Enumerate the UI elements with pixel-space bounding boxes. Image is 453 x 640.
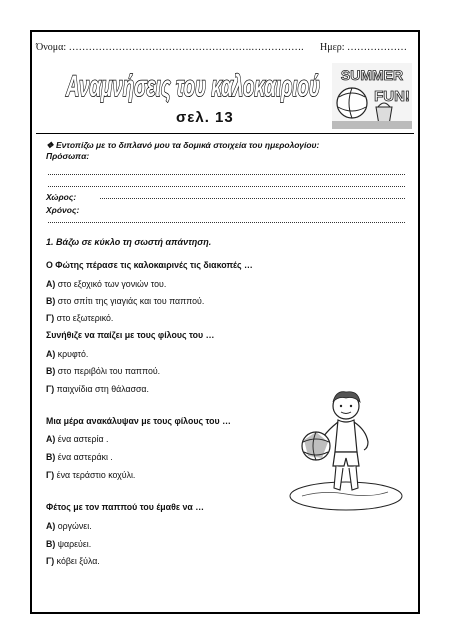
page-number: σελ. 13: [176, 109, 234, 126]
option-4a[interactable]: [46, 521, 92, 531]
svg-text:SUMMER: [341, 67, 403, 83]
title-banner: [36, 55, 414, 134]
place-answer-line[interactable]: [100, 198, 405, 199]
option-text: ψαρεύει.: [57, 539, 92, 549]
question-1: Ο Φώτης πέρασε τις καλοκαιρινές τις διακοπές …: [46, 260, 253, 270]
exercise-number: 1.: [46, 237, 54, 247]
option-text: κόβει ξύλα.: [56, 556, 100, 566]
option-letter: Β): [46, 452, 56, 462]
option-letter: Α): [46, 349, 56, 359]
option-text: στο σπίτι της γιαγιάς και του παππού.: [57, 296, 205, 306]
summer-fun-logo: [332, 63, 412, 129]
option-letter: Γ): [46, 313, 55, 323]
option-text: στο περιβόλι του παππού.: [57, 366, 161, 376]
logo-letter: N: [394, 88, 405, 105]
header-row: [36, 42, 414, 53]
question-3: Μια μέρα ανακάλυψαν με τους φίλους του …: [46, 416, 231, 426]
option-letter: Α): [46, 521, 56, 531]
option-text: παιχνίδια στη θάλασσα.: [56, 384, 149, 394]
persons-answer-line[interactable]: [48, 186, 405, 187]
logo-letter: U: [350, 67, 361, 83]
persons-answer-line[interactable]: [48, 174, 405, 175]
question-2: Συνήθιζε να παίζει με τους φίλους του …: [46, 330, 215, 340]
option-letter: Α): [46, 279, 56, 289]
logo-letter: U: [383, 88, 395, 105]
exercise-heading: [46, 237, 211, 247]
option-1b[interactable]: [46, 296, 204, 306]
logo-letter: E: [383, 67, 394, 83]
option-text: ένα αστεράκι .: [57, 452, 113, 462]
option-text: στο εξοχικό των γονιών του.: [57, 279, 167, 289]
instructions-text: [46, 140, 319, 151]
option-3a[interactable]: [46, 434, 108, 444]
logo-letter: F: [374, 88, 384, 105]
option-letter: Β): [46, 539, 56, 549]
option-text: ένα τεράστιο κοχύλι.: [56, 470, 136, 480]
option-1a[interactable]: [46, 279, 166, 289]
option-3b[interactable]: [46, 452, 113, 462]
option-text: οργώνει.: [57, 521, 92, 531]
svg-text:FUN!: [374, 88, 410, 105]
option-letter: Β): [46, 366, 56, 376]
option-text: ένα αστερία .: [57, 434, 109, 444]
option-4b[interactable]: [46, 539, 91, 549]
instructions-sentence: Εντοπίζω με το διπλανό μου τα δομικά στοιχεία του ημερολογίου:: [56, 140, 320, 150]
question-4: Φέτος με τον παππού του έμαθε να …: [46, 502, 205, 512]
option-text: στο εξωτερικό.: [56, 313, 114, 323]
option-letter: Β): [46, 296, 56, 306]
date-field-label: Ημερ: ………………: [320, 42, 408, 53]
time-answer-line[interactable]: [48, 222, 405, 223]
worksheet-title: [62, 64, 324, 106]
svg-text:Αναμνήσεις του καλοκαιριού: Αναμνήσεις του καλοκαιριού: [65, 70, 320, 103]
persons-label: Πρόσωπα:: [46, 151, 90, 161]
option-letter: Γ): [46, 470, 55, 480]
option-3c[interactable]: [46, 470, 135, 480]
bullet-icon: ❖: [46, 140, 54, 150]
place-label: Χώρος:: [46, 192, 77, 202]
option-letter: Α): [46, 434, 56, 444]
logo-letter: S: [340, 67, 351, 83]
option-2c[interactable]: [46, 384, 149, 394]
option-2a[interactable]: [46, 349, 88, 359]
logo-letter: M: [360, 67, 372, 83]
boy-with-ball-illustration: [284, 384, 406, 514]
logo-letter: R: [393, 67, 404, 83]
option-text: κρυφτό.: [57, 349, 89, 359]
logo-letter: !: [404, 88, 410, 105]
exercise-prompt: Βάζω σε κύκλο τη σωστή απάντηση.: [56, 237, 212, 247]
time-label: Χρόνος:: [46, 205, 80, 215]
option-1c[interactable]: [46, 313, 113, 323]
option-4c[interactable]: [46, 556, 100, 566]
name-field-label: Όνομα: ……………………………………………….…………….: [36, 42, 304, 53]
option-letter: Γ): [46, 556, 55, 566]
option-letter: Γ): [46, 384, 55, 394]
logo-letter: M: [372, 67, 384, 83]
option-2b[interactable]: [46, 366, 160, 376]
